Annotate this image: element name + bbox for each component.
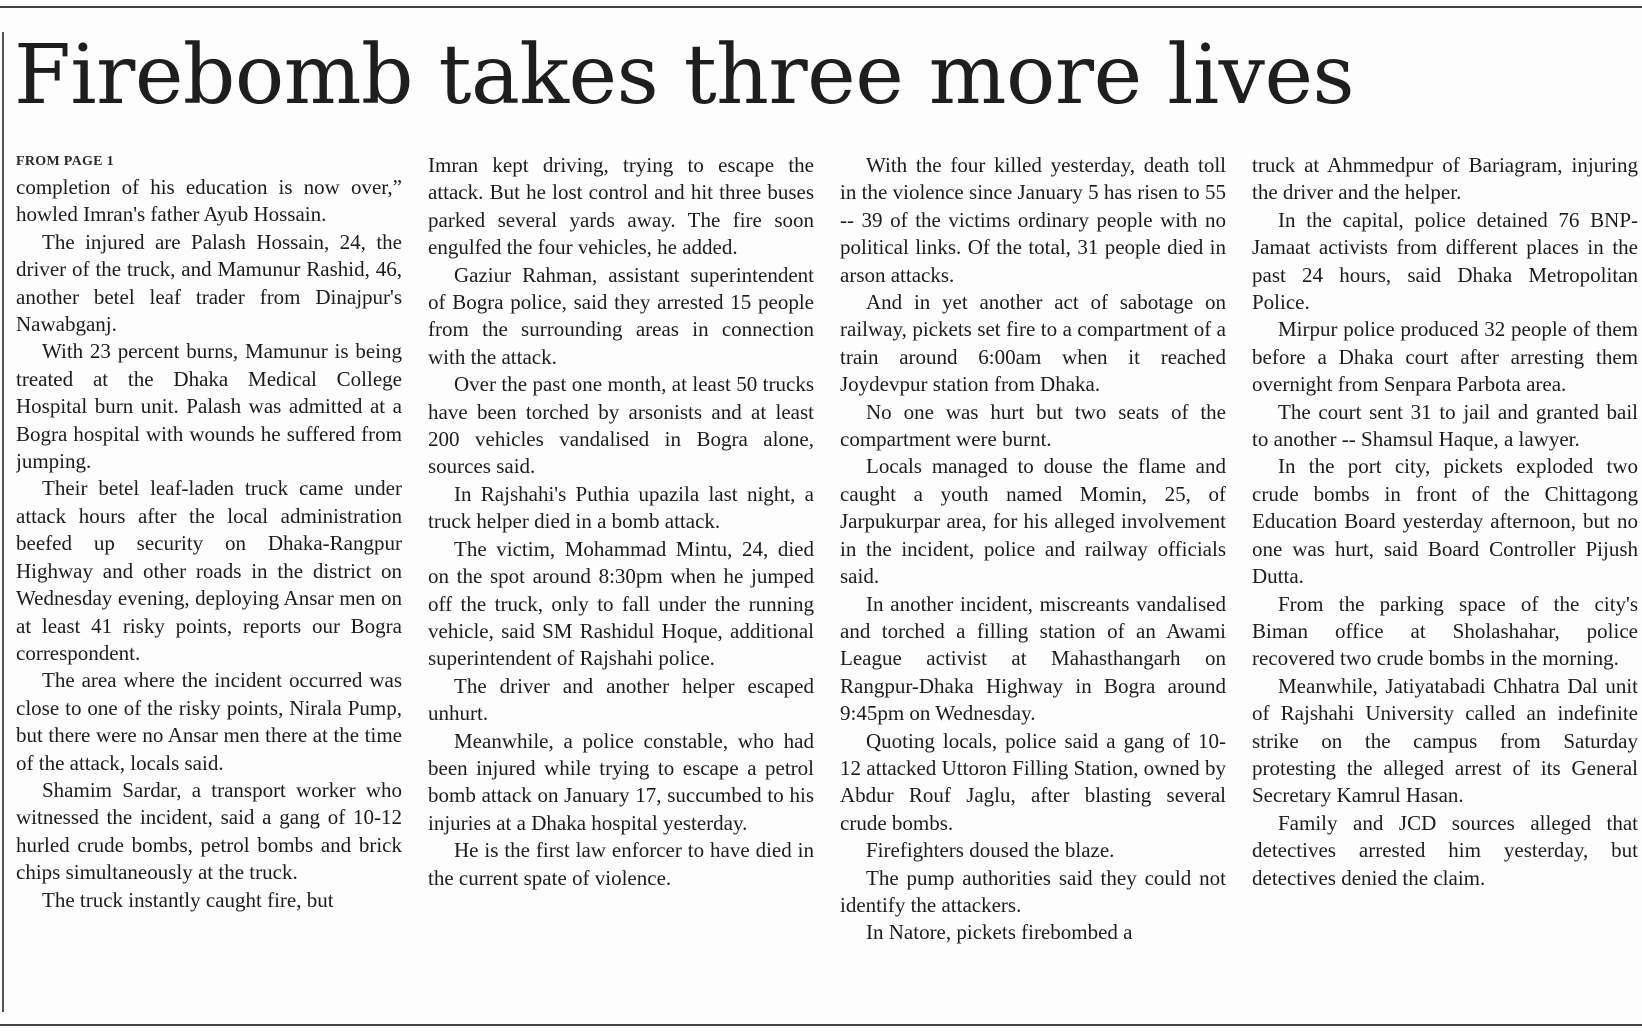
paragraph: In Rajshahi's Puthia upazila last night, a truck helper died in a bomb attack. bbox=[428, 481, 814, 534]
paragraph: With the four killed yesterday, death toll in the violence since January 5 has risen to 55 -- 39 of the victims ordinary people with no political links. Of the total, 31 people died in arson attacks. bbox=[840, 153, 1226, 287]
paragraph: Meanwhile, Jatiyatabadi Chhatra Dal unit of Rajshahi University called an indefinite strike on the campus from Saturday protesting the alleged arrest of its General Secretary Kamrul Hasan. bbox=[1252, 673, 1638, 808]
article-column-2 bbox=[428, 152, 814, 1012]
paragraph: The driver and another helper escaped unhurt. bbox=[428, 673, 814, 726]
paragraph: The pump authorities said they could not identify the attackers. bbox=[840, 865, 1226, 917]
paragraph: In another incident, miscreants vandalised and torched a filling station of an Awami League activist at Mahasthangarh on Rangpur-Dhaka Highway in Bogra around 9:45pm on Wednesday. bbox=[840, 591, 1226, 726]
left-rule bbox=[2, 32, 4, 1012]
bottom-rule bbox=[0, 1024, 1642, 1026]
paragraph: In the capital, police detained 76 BNP-Jamaat activists from different places in the past 24 hours, said Dhaka Metropolitan Police. bbox=[1252, 207, 1638, 315]
paragraph: No one was hurt but two seats of the compartment were burnt. bbox=[840, 399, 1226, 452]
paragraph: Their betel leaf-laden truck came under attack hours after the local administration beefed up security on Dhaka-Rangpur Highway and other roads in the district on Wednesday evening, deploying Ansar men on at least 41 risky points, reports our Bogra correspondent. bbox=[16, 476, 402, 665]
paragraph: Imran kept driving, trying to escape the attack. But he lost control and hit three buses parked several yards away. The fire soon engulfed the four vehicles, he added. bbox=[428, 153, 814, 260]
article-column-3 bbox=[840, 152, 1226, 1012]
paragraph: From the parking space of the city's Biman office at Sholashahar, police recovered two crude bombs in the morning. bbox=[1252, 591, 1638, 671]
paragraph: The injured are Palash Hossain, 24, the driver of the truck, and Mamunur Rashid, 46, another betel leaf trader from Dinajpur's Nawabganj. bbox=[16, 229, 402, 337]
top-rule bbox=[0, 6, 1642, 8]
paragraph: The truck instantly caught fire, but bbox=[42, 887, 334, 912]
article-column-4 bbox=[1252, 152, 1638, 1012]
paragraph: Firefighters doused the blaze. bbox=[866, 838, 1115, 863]
paragraph: Meanwhile, a police constable, who had been injured while trying to escape a petrol bomb attack on January 17, succumbed to his injuries at a Dhaka hospital yesterday. bbox=[428, 728, 814, 835]
paragraph: Quoting locals, police said a gang of 10-12 attacked Uttoron Filling Station, owned by Abdur Rouf Jaglu, after blasting several crude bombs. bbox=[840, 728, 1226, 835]
article-column-1 bbox=[16, 152, 402, 1012]
paragraph: Over the past one month, at least 50 trucks have been torched by arsonists and at least 200 vehicles vandalised in Bogra alone, sources said. bbox=[428, 372, 814, 479]
paragraph: With 23 percent burns, Mamunur is being treated at the Dhaka Medical College Hospital burn unit. Palash was admitted at a Bogra hospital with wounds he suffered from jumping. bbox=[16, 339, 402, 474]
paragraph: Mirpur police produced 32 people of them before a Dhaka court after arresting them overnight from Senpara Parbota area. bbox=[1252, 317, 1638, 397]
continuation-kicker: FROM PAGE 1 bbox=[16, 154, 114, 169]
paragraph: completion of his education is now over,” howled Imran's father Ayub Hossain. bbox=[16, 175, 402, 227]
paragraph: Shamim Sardar, a transport worker who witnessed the incident, said a gang of 10-12 hurled crude bombs, petrol bombs and brick chips simultaneously at the truck. bbox=[16, 777, 402, 885]
paragraph: Family and JCD sources alleged that detectives arrested him yesterday, but detectives denied the claim. bbox=[1252, 810, 1638, 890]
paragraph: Gaziur Rahman, assistant superintendent of Bogra police, said they arrested 15 people from the surrounding areas in connection with the attack. bbox=[428, 262, 814, 369]
paragraph: He is the first law enforcer to have died in the current spate of violence. bbox=[428, 838, 814, 890]
paragraph: The court sent 31 to jail and granted bail to another -- Shamsul Haque, a lawyer. bbox=[1252, 399, 1638, 452]
paragraph: In the port city, pickets exploded two crude bombs in front of the Chittagong Education Board yesterday afternoon, but no one was hurt, said Board Controller Pijush Dutta. bbox=[1252, 454, 1638, 589]
paragraph: The victim, Mohammad Mintu, 24, died on the spot around 8:30pm when he jumped off the truck, only to fall under the running vehicle, said SM Rashidul Hoque, additional superintendent of Rajshahi police. bbox=[428, 536, 814, 671]
headline: Firebomb takes three more lives bbox=[14, 28, 1355, 123]
paragraph: And in yet another act of sabotage on railway, pickets set fire to a compartment of a train around 6:00am when it reached Joydevpur station from Dhaka. bbox=[840, 290, 1226, 397]
paragraph: Locals managed to douse the flame and caught a youth named Momin, 25, of Jarpukurpar area, for his alleged involvement in the incident, police and railway officials said. bbox=[840, 454, 1226, 589]
paragraph: In Natore, pickets firebombed a bbox=[866, 920, 1133, 945]
paragraph: truck at Ahmmedpur of Bariagram, injuring the driver and the helper. bbox=[1252, 153, 1638, 205]
paragraph: The area where the incident occurred was close to one of the risky points, Nirala Pump, but there were no Ansar men there at the time of the attack, locals said. bbox=[16, 668, 402, 775]
